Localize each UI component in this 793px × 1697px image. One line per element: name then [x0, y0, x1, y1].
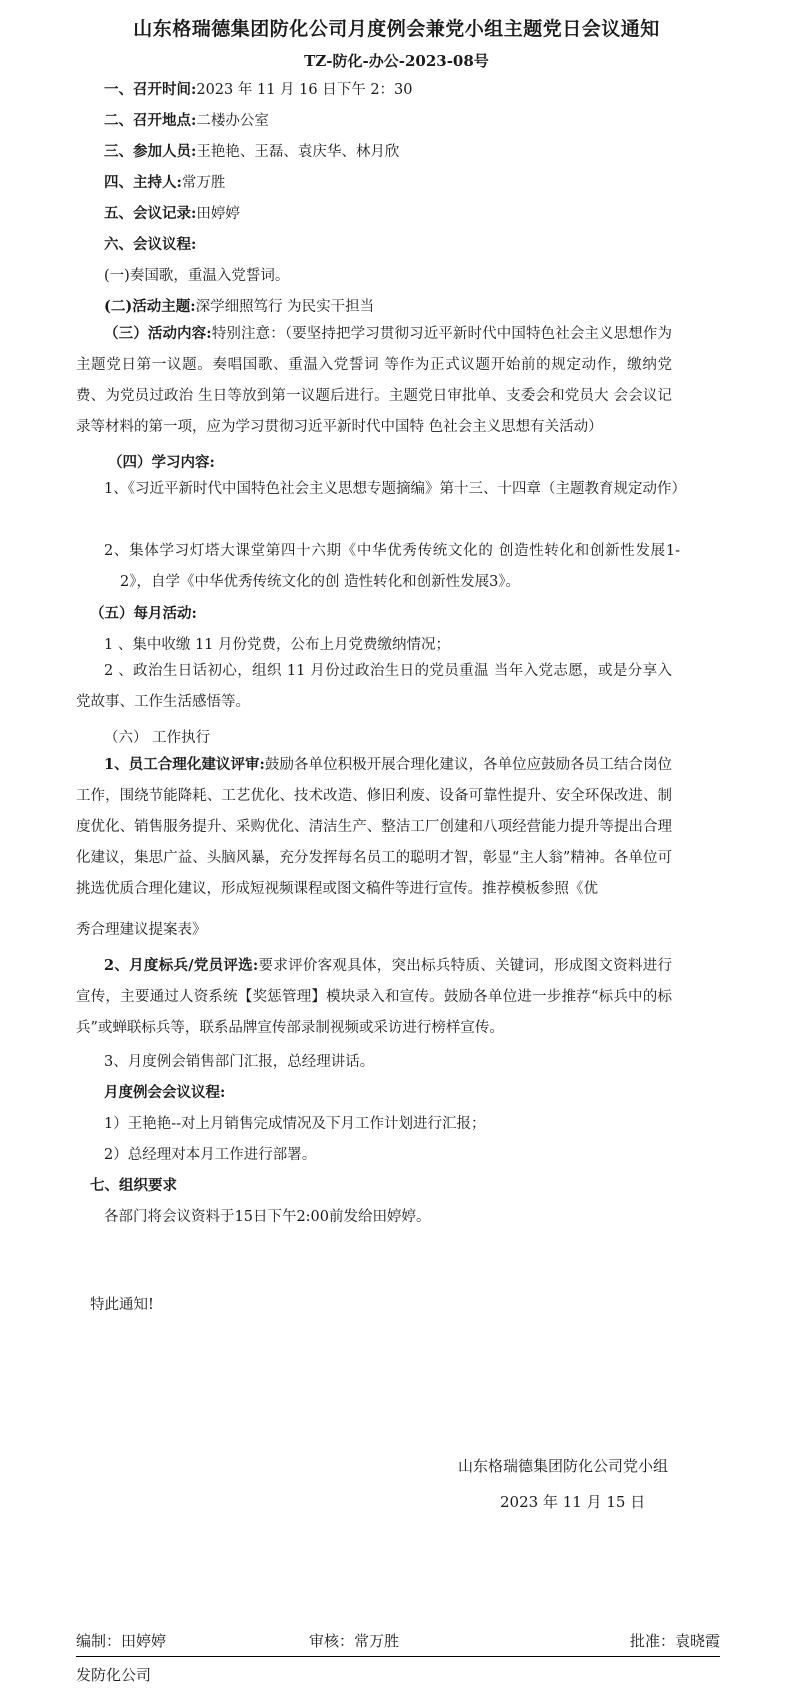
signature-date: 2023 年 11 月 15 日 — [500, 1493, 646, 1511]
meeting-place-label: 二、召开地点: — [104, 112, 197, 129]
meeting-place-value: 二楼办公室 — [196, 113, 269, 129]
host-value: 常万胜 — [181, 175, 226, 191]
activity-content-text: 特别注意：（要坚持把学习贯彻习近平新时代中国特色社会主义思想作为主题党日第一议题。奏唱国歌、重温入党誓词 等作为正式议题开始前的规定动作，缴纳党费、为党员过政治 生日等放到第一议题后进行。主题党日审批单、支委会和党员大 会会议记录等材料的第一项，应为学习贯彻习近平新时代中国特 色社会主义思想有关活动） — [76, 326, 672, 435]
footer-approver: 批准：袁晓霞 — [629, 1632, 720, 1650]
activity-theme-label: (二)活动主题: — [104, 298, 196, 315]
organization-requirements-label: 七、组织要求 — [90, 1177, 177, 1194]
host — [104, 171, 225, 192]
attendees-value: 王艳艳、王磊、袁庆华、林月欣 — [196, 144, 400, 160]
activity-content-label: （三）活动内容: — [104, 325, 212, 342]
recorder-label: 五、会议记录: — [104, 205, 197, 222]
organization-requirements-text: 各部门将会议资料于15日下午2:00前发给田婷婷。 — [104, 1209, 431, 1225]
study-item-2: 2、集体学习灯塔大课堂第四十六期《中华优秀传统文化的 创造性转化和创新性发展1-2》，自学《中华优秀传统文化的创 造性转化和创新性发展3》。 — [104, 543, 680, 590]
work-execution-label: （六） 工作执行 — [104, 730, 211, 746]
meeting-time-value: 2023 年 11 月 16 日下午 2：30 — [196, 82, 413, 98]
work-item-2-label: 2、月度标兵/党员评选: — [104, 957, 259, 974]
footer-author: 编制：田婷婷 — [76, 1632, 167, 1650]
special-notice: 特此通知! — [90, 1297, 154, 1313]
activity-theme-value: 深学细照笃行 为民实干担当 — [195, 299, 375, 315]
monthly-activity-item-1: 1 、集中收缴 11 月份党费，公布上月党费缴纳情况； — [104, 637, 451, 653]
attendees — [104, 140, 399, 161]
document-title: 山东格瑞德集团防化公司月度例会兼党小组主题党日会议通知 — [133, 18, 660, 40]
recorder-value: 田婷婷 — [196, 206, 240, 222]
host-label: 四、主持人: — [104, 174, 182, 191]
work-item-2-text: 要求评价客观具体，突出标兵特质、关键词，形成图文资料进行宣传，主要通过人资系统【奖惩管理】模块录入和宣传。鼓励各单位进一步推荐“标兵中的标兵”或蝉联标兵等，联系品牌宣传部录制视频或采访进行榜样宣传。 — [76, 958, 672, 1036]
document-number: TZ-防化-办公-2023-08号 — [304, 52, 489, 70]
work-item-3: 3、月度例会销售部门汇报，总经理讲话。 — [104, 1054, 375, 1070]
monthly-meeting-agenda-label: 月度例会会议议程: — [104, 1084, 226, 1101]
monthly-activity-label: （五）每月活动: — [90, 605, 197, 622]
signature-organization: 山东格瑞德集团防化公司党小组 — [458, 1457, 669, 1475]
footer-reviewer: 审核：常万胜 — [309, 1632, 400, 1650]
agenda-item-1: (一)奏国歌，重温入党誓词。 — [104, 268, 290, 284]
agenda-item-2 — [104, 295, 374, 316]
meeting-place — [104, 109, 269, 130]
monthly-meeting-item-2: 2）总经理对本月工作进行部署。 — [104, 1147, 317, 1163]
attendees-label: 三、参加人员: — [104, 143, 197, 160]
work-item-1-tail: 秀合理建议提案表》 — [76, 922, 207, 938]
study-content-label: （四）学习内容: — [108, 454, 215, 471]
work-item-1-label: 1、员工合理化建议评审: — [104, 756, 265, 773]
recorder — [104, 202, 240, 223]
monthly-meeting-item-1: 1）王艳艳--对上月销售完成情况及下月工作计划进行汇报； — [104, 1116, 486, 1132]
work-item-1 — [76, 749, 672, 905]
study-item-1: 1、《习近平新时代中国特色社会主义思想专题摘编》第十三、十四章（主题教育规定动作） — [104, 481, 686, 497]
approval-footer — [76, 1630, 720, 1657]
monthly-activity-item-2: 2 、政治生日话初心，组织 11 月份过政治生日的党员重温 当年入党志愿，或是分享入党故事、工作生活感悟等。 — [76, 663, 672, 710]
footer-company: 发防化公司 — [76, 1666, 152, 1684]
work-item-2 — [76, 950, 672, 1044]
agenda-label: 六、会议议程: — [104, 236, 197, 253]
meeting-time-label: 一、召开时间: — [104, 81, 197, 98]
meeting-time — [104, 78, 413, 99]
work-item-1-text: 鼓励各单位积极开展合理化建议，各单位应鼓励各员工结合岗位工作，围绕节能降耗、工艺优化、技术改造、修旧利废、设备可靠性提升、安全环保改进、制度优化、销售服务提升、采购优化、清洁生产、整洁工厂创建和八项经营能力提升等提出合理化建议，集思广益、头脑风暴，充分发挥每名员工的聪明才智，彰显“主人翁”精神。各单位可挑选优质合理化建议，形成短视频课程或图文稿件等进行宣传。推荐模板参照《优 — [76, 757, 672, 897]
activity-content — [76, 318, 672, 443]
